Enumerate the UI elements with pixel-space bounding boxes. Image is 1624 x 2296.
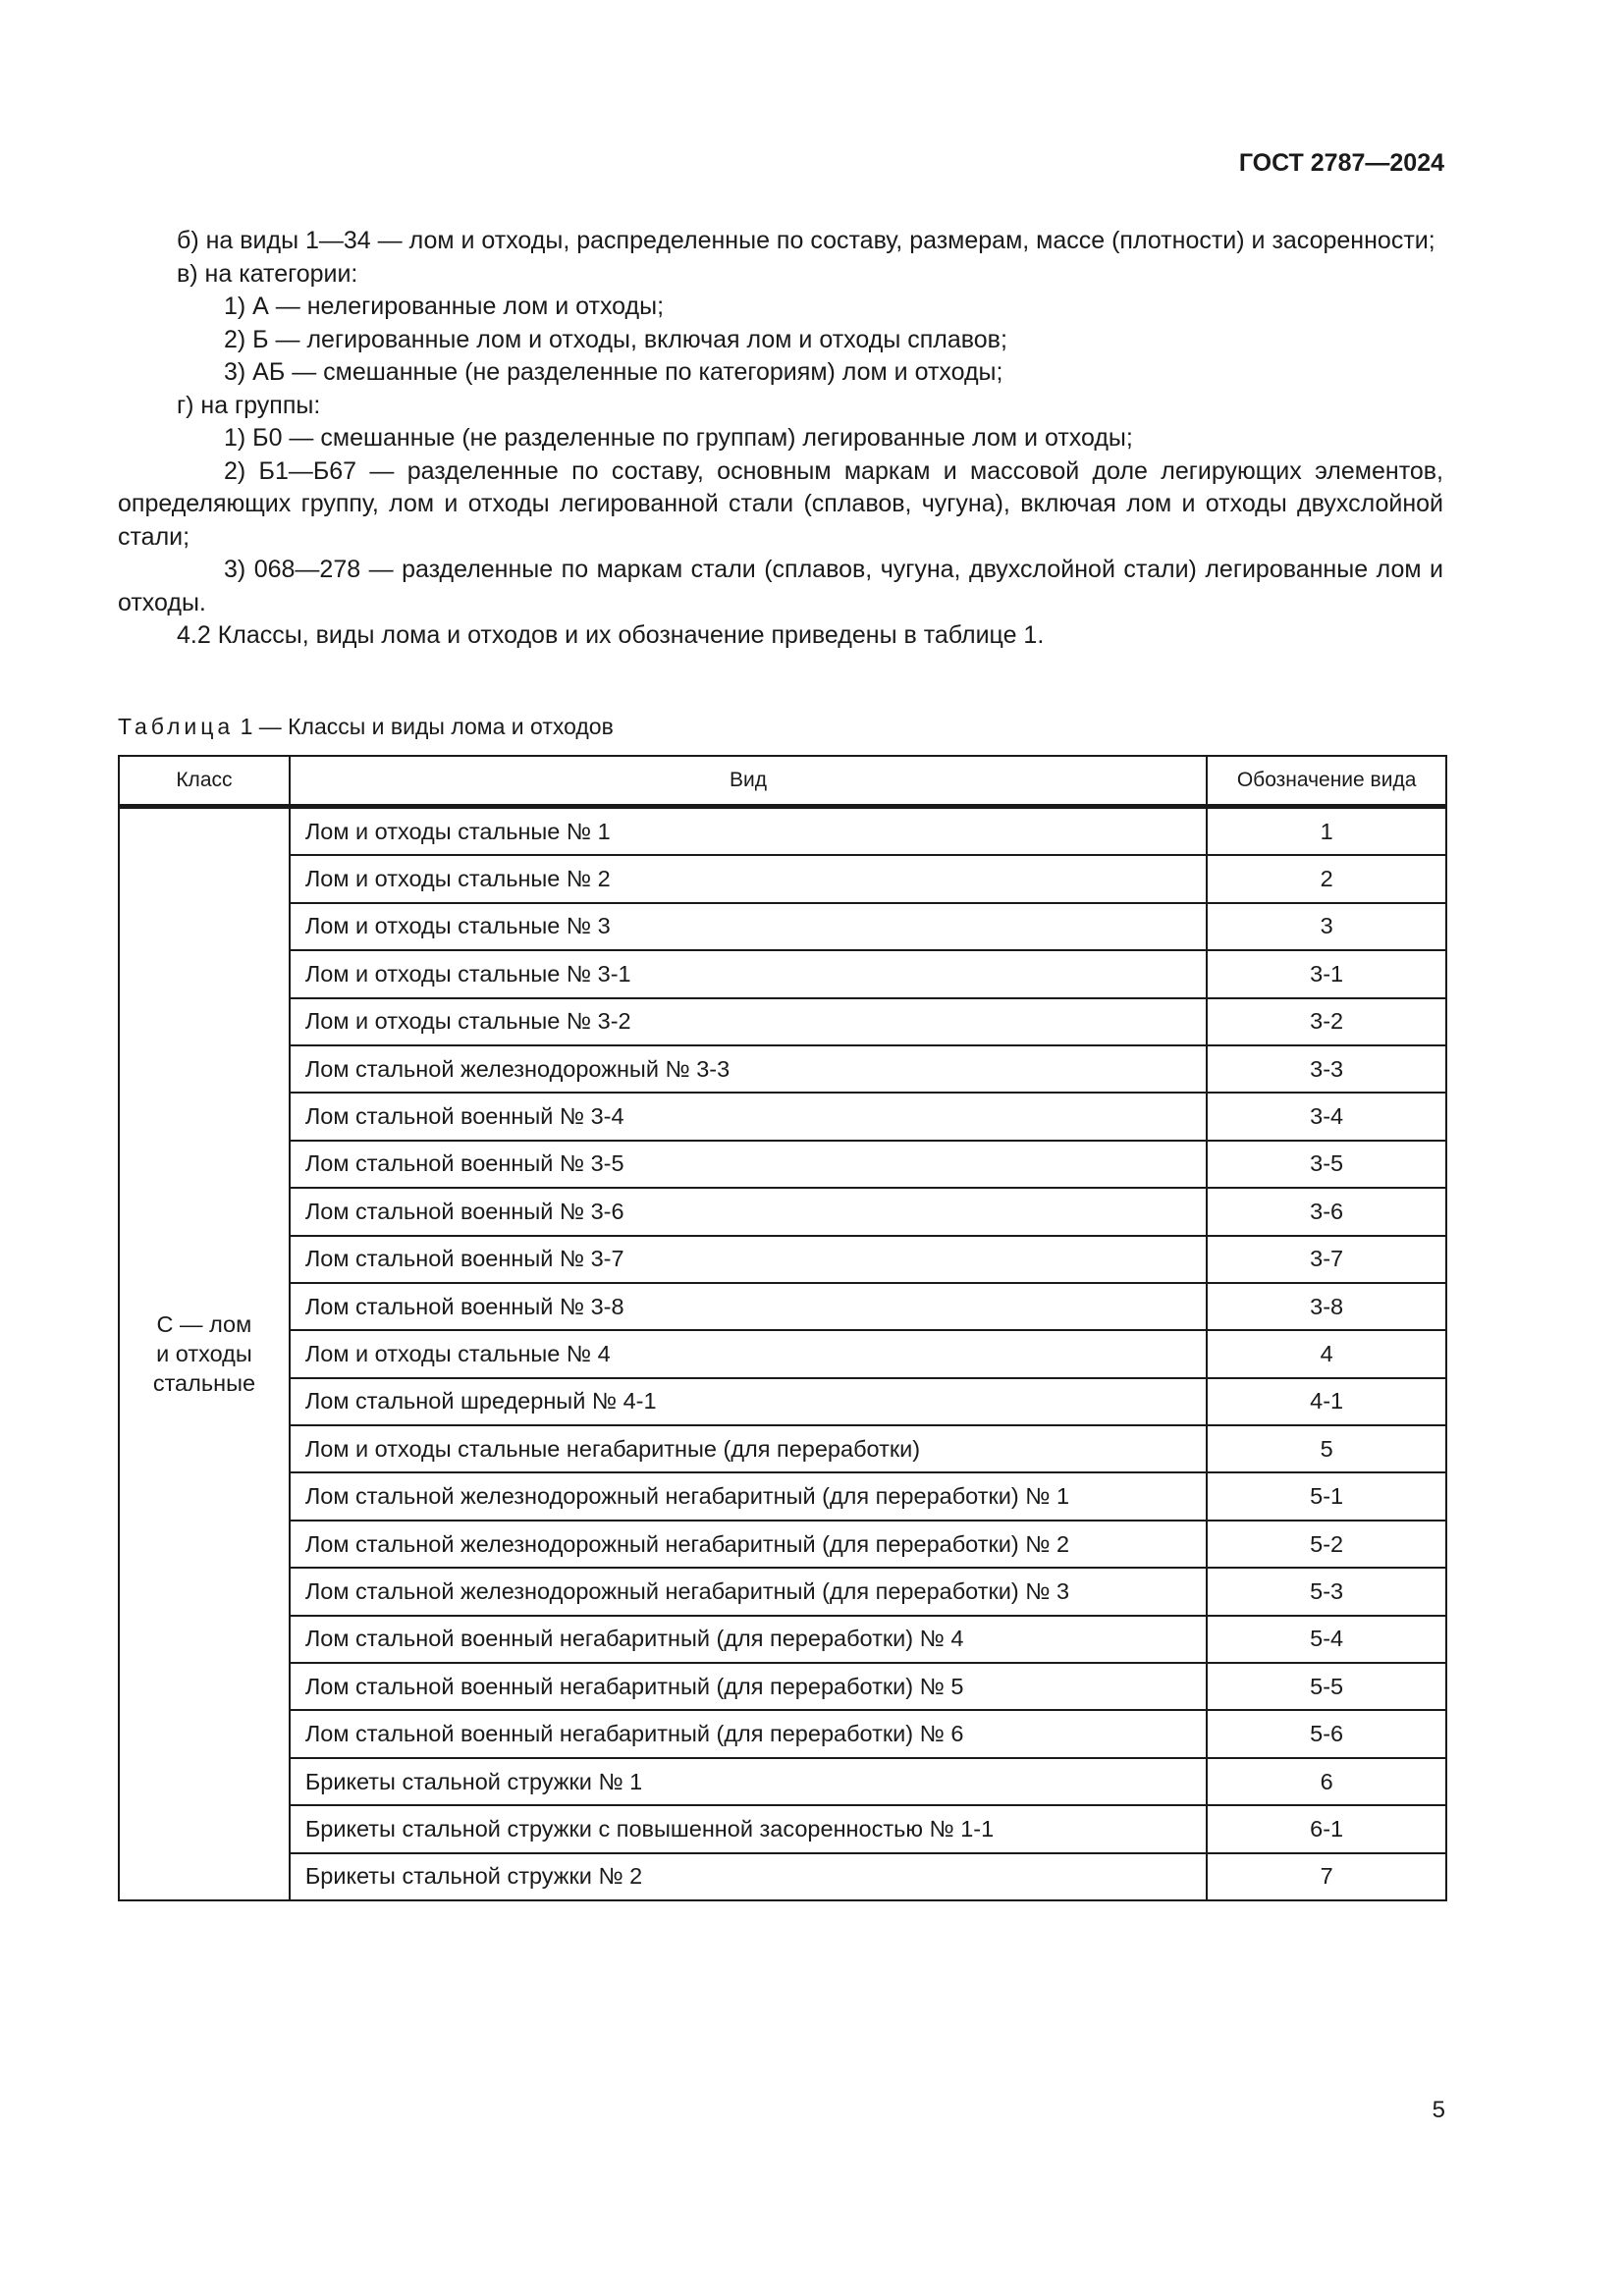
table-caption: [118, 714, 614, 740]
code-cell: 1: [1207, 807, 1446, 856]
table-row: [119, 950, 1446, 997]
code-cell: 2: [1207, 855, 1446, 902]
table-row: [119, 903, 1446, 950]
table-row: [119, 1236, 1446, 1283]
table-row: [119, 1425, 1446, 1472]
table-row: [119, 1283, 1446, 1330]
table-row: [119, 1853, 1446, 1900]
code-cell: 5: [1207, 1425, 1446, 1472]
vid-cell: Лом стальной железнодорожный негабаритный (для переработки) № 3: [290, 1568, 1207, 1615]
code-cell: 3-4: [1207, 1093, 1446, 1140]
code-cell: 5-1: [1207, 1472, 1446, 1520]
code-cell: 5-2: [1207, 1521, 1446, 1568]
code-cell: 5-3: [1207, 1568, 1446, 1615]
code-cell: 6: [1207, 1758, 1446, 1805]
page-number: 5: [1432, 2097, 1445, 2123]
header-vid: Вид: [290, 756, 1207, 807]
vid-cell: Лом стальной военный № 3-7: [290, 1236, 1207, 1283]
code-cell: 3-8: [1207, 1283, 1446, 1330]
table-row: [119, 807, 1446, 856]
table-row: [119, 1141, 1446, 1188]
paragraph: 4.2 Классы, виды лома и отходов и их обозначение приведены в таблице 1.: [177, 621, 1045, 649]
code-cell: 5-5: [1207, 1663, 1446, 1710]
code-cell: 5-6: [1207, 1710, 1446, 1757]
table-row: [119, 1616, 1446, 1663]
paragraph: в) на категории:: [177, 259, 358, 288]
body-text: [118, 225, 1443, 653]
code-cell: 3-2: [1207, 998, 1446, 1045]
paragraph: 3) АБ — смешанные (не разделенные по категориям) лом и отходы;: [224, 358, 1003, 386]
table-row: [119, 1378, 1446, 1425]
table-row: [119, 1521, 1446, 1568]
vid-cell: Лом стальной военный № 3-4: [290, 1093, 1207, 1140]
code-cell: 4-1: [1207, 1378, 1446, 1425]
paragraph: 1) Б0 — смешанные (не разделенные по группам) легированные лом и отходы;: [224, 424, 1133, 452]
vid-cell: Лом стальной военный негабаритный (для переработки) № 6: [290, 1710, 1207, 1757]
vid-cell: Лом стальной железнодорожный № 3-3: [290, 1045, 1207, 1093]
code-cell: 6-1: [1207, 1805, 1446, 1852]
vid-cell: Лом и отходы стальные № 1: [290, 807, 1207, 856]
vid-cell: Лом стальной военный № 3-5: [290, 1141, 1207, 1188]
vid-cell: Лом и отходы стальные № 3-2: [290, 998, 1207, 1045]
code-cell: 7: [1207, 1853, 1446, 1900]
paragraph: 3) 068—278 — разделенные по маркам стали (сплавов, чугуна, двухслойной стали) легированные лом и отходы.: [118, 556, 1443, 616]
vid-cell: Лом стальной шредерный № 4-1: [290, 1378, 1207, 1425]
code-cell: 3-3: [1207, 1045, 1446, 1093]
code-cell: 5-4: [1207, 1616, 1446, 1663]
table-row: [119, 1330, 1446, 1377]
code-cell: 4: [1207, 1330, 1446, 1377]
paragraph: 2) Б1—Б67 — разделенные по составу, основным маркам и массовой доле легирующих элементов, определяющих группу, лом и отходы легированной стали (сплавов, чугуна), включая лом и отходы двухслойной стали;: [118, 456, 1443, 551]
table-row: [119, 855, 1446, 902]
table-row: [119, 1710, 1446, 1757]
table-caption-prefix: Таблица: [118, 714, 235, 739]
paragraph: 2) Б — легированные лом и отходы, включая лом и отходы сплавов;: [224, 325, 1007, 353]
vid-cell: Лом и отходы стальные № 3-1: [290, 950, 1207, 997]
vid-cell: Лом и отходы стальные № 2: [290, 855, 1207, 902]
vid-cell: Лом и отходы стальные № 4: [290, 1330, 1207, 1377]
code-cell: 3: [1207, 903, 1446, 950]
paragraph: г) на группы:: [177, 391, 321, 419]
vid-cell: Лом стальной железнодорожный негабаритный (для переработки) № 2: [290, 1521, 1207, 1568]
table-row: [119, 1758, 1446, 1805]
vid-cell: Брикеты стальной стружки № 2: [290, 1853, 1207, 1900]
table-row: [119, 1093, 1446, 1140]
paragraph: б) на виды 1—34 — лом и отходы, распределенные по составу, размерам, массе (плотности) и засоренности;: [177, 227, 1435, 254]
vid-cell: Лом стальной железнодорожный негабаритный (для переработки) № 1: [290, 1472, 1207, 1520]
table-row: [119, 1045, 1446, 1093]
vid-cell: Лом и отходы стальные № 3: [290, 903, 1207, 950]
classes-table: [118, 755, 1447, 1901]
table-row: [119, 1663, 1446, 1710]
table-row: [119, 998, 1446, 1045]
code-cell: 3-6: [1207, 1188, 1446, 1235]
code-cell: 3-7: [1207, 1236, 1446, 1283]
header-class: Класс: [119, 756, 290, 807]
vid-cell: Брикеты стальной стружки № 1: [290, 1758, 1207, 1805]
vid-cell: Лом и отходы стальные негабаритные (для переработки): [290, 1425, 1207, 1472]
table-row: [119, 1568, 1446, 1615]
paragraph: 1) А — нелегированные лом и отходы;: [224, 293, 665, 320]
document-id: ГОСТ 2787—2024: [1238, 149, 1444, 177]
table-row: [119, 1472, 1446, 1520]
vid-cell: Лом стальной военный негабаритный (для переработки) № 5: [290, 1663, 1207, 1710]
vid-cell: Лом стальной военный № 3-6: [290, 1188, 1207, 1235]
class-cell: С — лом и отходы стальные: [119, 807, 290, 1900]
vid-cell: Лом стальной военный негабаритный (для переработки) № 4: [290, 1616, 1207, 1663]
vid-cell: Лом стальной военный № 3-8: [290, 1283, 1207, 1330]
vid-cell: Брикеты стальной стружки с повышенной засоренностью № 1-1: [290, 1805, 1207, 1852]
table-row: [119, 1188, 1446, 1235]
table-header-row: [119, 756, 1446, 807]
header-code: Обозначение вида: [1207, 756, 1446, 807]
table-caption-title: 1 — Классы и виды лома и отходов: [240, 714, 614, 739]
table-row: [119, 1805, 1446, 1852]
code-cell: 3-1: [1207, 950, 1446, 997]
code-cell: 3-5: [1207, 1141, 1446, 1188]
